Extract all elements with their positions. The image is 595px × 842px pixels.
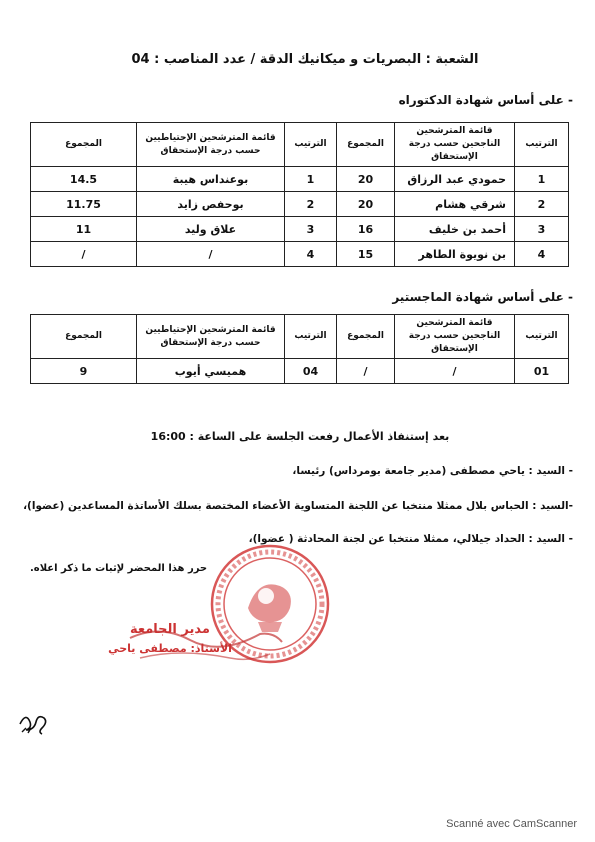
col-header-reserve-rank: الترتيب xyxy=(285,123,337,167)
member-line-third: - السيد : الحداد جيلالي، ممثلا منتخبا عن لجنة المحادثة ( عضوا)، xyxy=(248,533,573,545)
reserve-rank-cell: 4 xyxy=(285,242,337,267)
rank-cell: 3 xyxy=(515,217,569,242)
reserve-name-cell: / xyxy=(137,242,285,267)
col-header-reserve-total: المجموع xyxy=(31,123,137,167)
table-row xyxy=(31,359,569,384)
rank-cell: 01 xyxy=(515,359,569,384)
total-cell: 20 xyxy=(337,192,395,217)
col-header-rank: الترتيب xyxy=(515,315,569,359)
doctorate-heading: - على أساس شهادة الدكتوراه xyxy=(398,93,573,107)
table-row xyxy=(31,242,569,267)
reserve-total-cell: 11.75 xyxy=(31,192,137,217)
reserve-name-cell: بوعنداس هيبة xyxy=(137,167,285,192)
col-header-reserves: قائمة المترشحين الإحتياطيين حسب درجة الإستحقاق xyxy=(137,315,285,359)
col-header-reserves: قائمة المترشحين الإحتياطيين حسب درجة الإستحقاق xyxy=(137,123,285,167)
name-cell: شرقي هشام xyxy=(395,192,515,217)
total-cell: 15 xyxy=(337,242,395,267)
closing-statement: حرر هذا المحضر لإثبات ما ذكر اعلاه. xyxy=(30,563,208,574)
col-header-total: المجموع xyxy=(337,123,395,167)
name-cell: أحمد بن خليف xyxy=(395,217,515,242)
reserve-name-cell: هميسي أيوب xyxy=(137,359,285,384)
rank-cell: 2 xyxy=(515,192,569,217)
reserve-rank-cell: 2 xyxy=(285,192,337,217)
magister-table xyxy=(30,314,569,384)
reserve-total-cell: / xyxy=(31,242,137,267)
table-header-row xyxy=(31,315,569,359)
reserve-rank-cell: 3 xyxy=(285,217,337,242)
table-row xyxy=(31,167,569,192)
member-line-president: - السيد : ياحي مصطفى (مدير جامعة بومرداس) رئيسا، xyxy=(292,465,573,477)
rank-cell: 1 xyxy=(515,167,569,192)
reserve-rank-cell: 04 xyxy=(285,359,337,384)
scanner-watermark: Scanné avec CamScanner xyxy=(446,818,577,830)
reserve-total-cell: 9 xyxy=(31,359,137,384)
signature-title: مدير الجامعة xyxy=(130,622,210,637)
rank-cell: 4 xyxy=(515,242,569,267)
handwritten-initials xyxy=(16,706,50,736)
total-cell: 16 xyxy=(337,217,395,242)
name-cell: حمودي عبد الرزاق xyxy=(395,167,515,192)
signature-name: الأستاذ: مصطفى ياحي xyxy=(108,642,232,655)
col-header-reserve-rank: الترتيب xyxy=(285,315,337,359)
member-line-second: -السيد : الحباس بلال ممثلا منتخبا عن اللجنة المتساوية الأعضاء المختصة بسلك الأساتذة المساعدين (عضوا)، xyxy=(23,500,573,512)
session-closing-line: بعد إستنفاذ الأعمال رفعت الجلسة على الساعة : 16:00 xyxy=(150,430,450,443)
signature-scribble xyxy=(120,618,290,668)
document-title: الشعبة : البصريات و ميكانيك الدقة / عدد المناصب : 04 xyxy=(131,52,479,67)
col-header-reserve-total: المجموع xyxy=(31,315,137,359)
col-header-winners: قائمة المترشحين الناجحين حسب درجة الإستحقاق xyxy=(395,315,515,359)
reserve-name-cell: بوحفص زايد xyxy=(137,192,285,217)
magister-heading: - على أساس شهادة الماجستير xyxy=(392,290,573,304)
name-cell: / xyxy=(395,359,515,384)
reserve-name-cell: علاق وليد xyxy=(137,217,285,242)
col-header-rank: الترتيب xyxy=(515,123,569,167)
reserve-rank-cell: 1 xyxy=(285,167,337,192)
doctorate-table xyxy=(30,122,569,267)
table-header-row xyxy=(31,123,569,167)
reserve-total-cell: 11 xyxy=(31,217,137,242)
col-header-total: المجموع xyxy=(337,315,395,359)
table-row xyxy=(31,217,569,242)
name-cell: بن نويوة الطاهر xyxy=(395,242,515,267)
col-header-winners: قائمة المترشحين الناجحين حسب درجة الإستحقاق xyxy=(395,123,515,167)
total-cell: 20 xyxy=(337,167,395,192)
total-cell: / xyxy=(337,359,395,384)
reserve-total-cell: 14.5 xyxy=(31,167,137,192)
table-row xyxy=(31,192,569,217)
